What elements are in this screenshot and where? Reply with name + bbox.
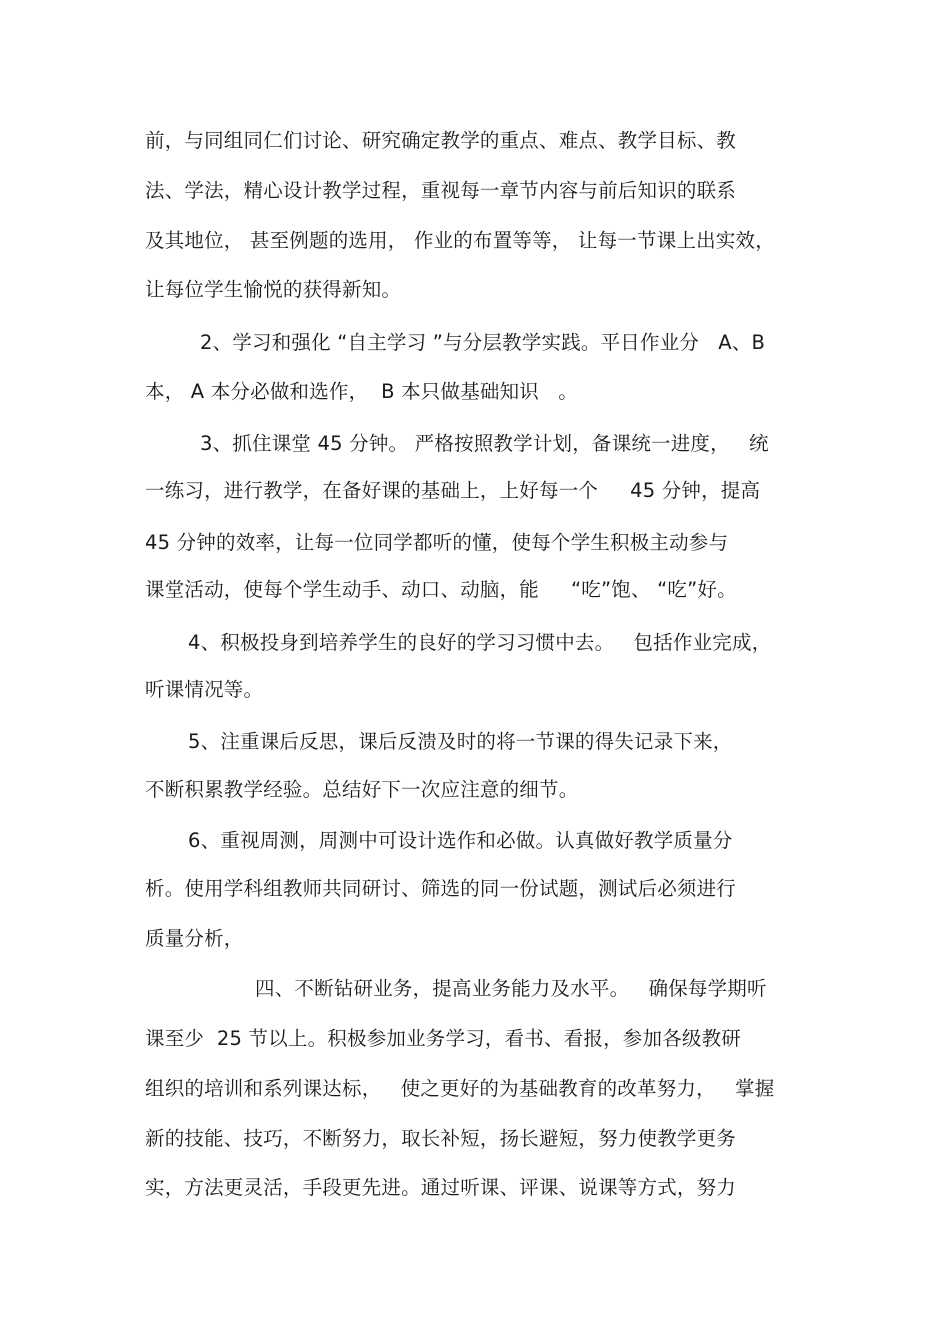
text-line: 实，方法更灵活，手段更先进。通过听课、评课、说课等方式，努力 — [145, 1176, 737, 1199]
text-line: 课堂活动，使每个学生动手、动口、动脑，能 “吃”饱、 “吃”好。 — [145, 578, 737, 601]
text-line: 2、学习和强化 “自主学习 ”与分层教学实践。平日作业分 A、B — [200, 331, 766, 354]
text-line: 一练习，进行教学，在备好课的基础上，上好每一个 45 分钟，提高 — [145, 479, 761, 502]
text-line: 5、注重课后反思，课后反溃及时的将一节课的得失记录下来， — [188, 730, 733, 753]
text-line: 析。使用学科组教师共同研讨、筛选的同一份试题，测试后必须进行 — [145, 877, 737, 900]
text-line: 6、重视周测，周测中可设计选作和必做。认真做好教学质量分 — [188, 829, 733, 852]
text-line: 课至少 25 节以上。积极参加业务学习，看书、看报，参加各级教研 — [145, 1027, 742, 1050]
text-line: 四、不断钻研业务，提高业务能力及水平。 确保每学期听 — [255, 977, 767, 1000]
text-line: 不断积累教学经验。总结好下一次应注意的细节。 — [145, 778, 579, 801]
text-line: 听课情况等。 — [145, 678, 264, 701]
text-line: 及其地位， 甚至例题的选用， 作业的布置等等， 让每一节课上出实效， — [145, 229, 775, 252]
text-line: 3、抓住课堂 45 分钟。 严格按照教学计划，备课统一进度， 统 — [200, 432, 769, 455]
text-line: 质量分析， — [145, 927, 244, 950]
text-line: 前，与同组同仁们讨论、研究确定教学的重点、难点、教学目标、教 — [145, 129, 737, 152]
text-line: 组织的培训和系列课达标， 使之更好的为基础教育的改革努力， 掌握 — [145, 1077, 775, 1100]
text-line: 4、积极投身到培养学生的良好的学习习惯中去。 包括作业完成， — [188, 631, 772, 654]
text-line: 本， A 本分必做和选作， B 本只做基础知识 。 — [145, 380, 578, 403]
text-line: 新的技能、技巧，不断努力，取长补短，扬长避短，努力使教学更务 — [145, 1127, 737, 1150]
text-line: 法、学法，精心设计教学过程，重视每一章节内容与前后知识的联系 — [145, 179, 737, 202]
text-line: 让每位学生愉悦的获得新知。 — [145, 278, 402, 301]
text-line: 45 分钟的效率，让每一位同学都听的懂，使每个学生积极主动参与 — [145, 531, 729, 554]
